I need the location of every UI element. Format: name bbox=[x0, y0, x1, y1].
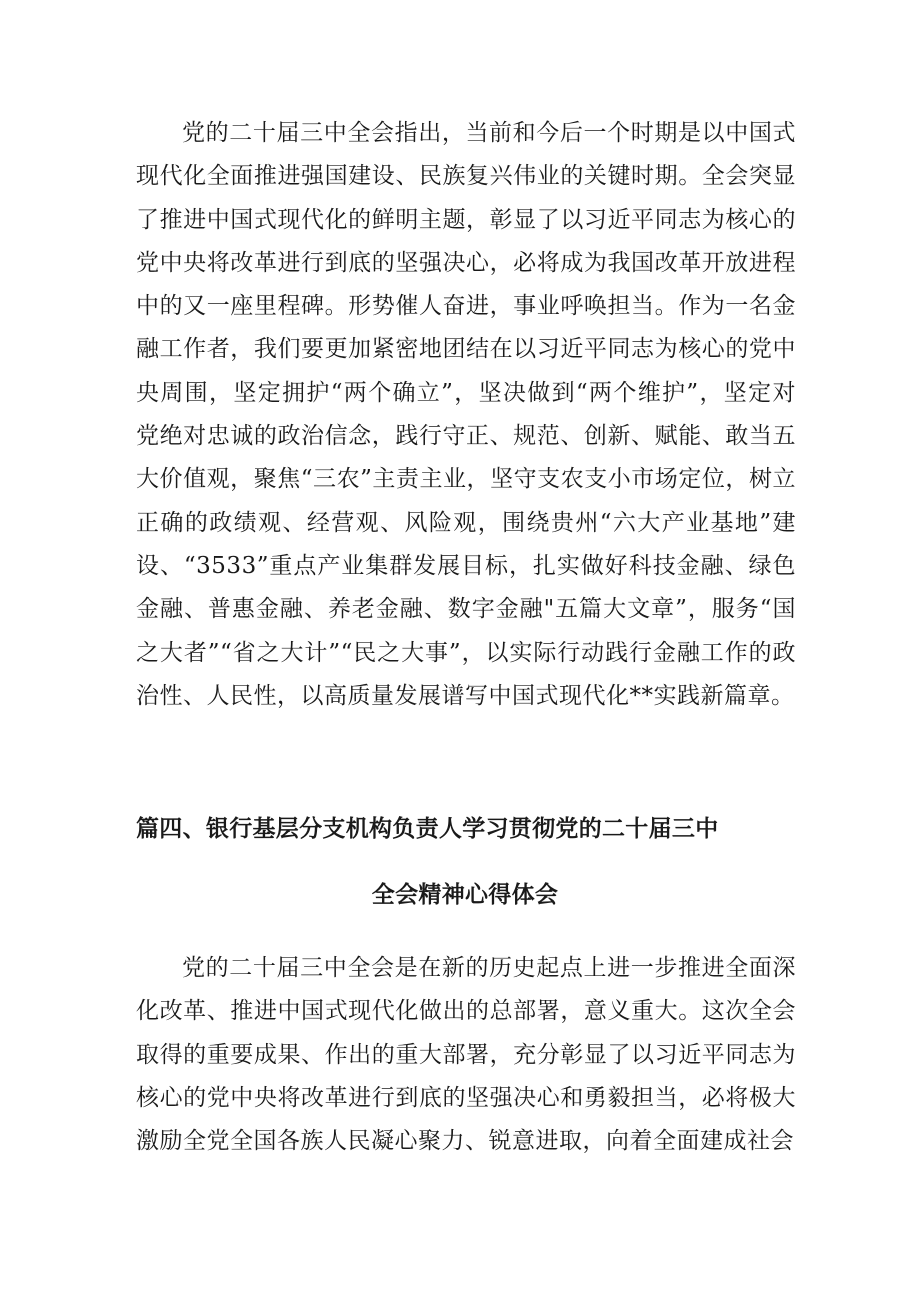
body-paragraph: 党的二十届三中全会是在新的历史起点上进一步推进全面深化改革、推进中国式现代化做出的总部署，意义重大。这次全会取得的重要成果、作出的重大部署，充分彰显了以习近平同志为核心的党中央将改革进行到底的坚强决心和勇毅担当，必将极大激励全党全国各族人民凝心聚力、锐意进取，向着全面建成社会 bbox=[136, 955, 796, 1155]
section-heading-line-2: 全会精神心得体会 bbox=[371, 882, 559, 908]
section-heading-line-1: 篇四、银行基层分支机构负责人学习贯彻党的二十届三中 bbox=[136, 816, 719, 842]
body-paragraph: 党的二十届三中全会指出，当前和今后一个时期是以中国式现代化全面推进强国建设、民族复兴伟业的关键时期。全会突显了推进中国式现代化的鲜明主题，彰显了以习近平同志为核心的党中央将改革进行到底的坚强决心，必将成为我国改革开放进程中的又一座里程碑。形势催人奋进，事业呼唤担当。作为一名金融工作者，我们要更加紧密地团结在以习近平同志为核心的党中央周围，坚定拥护“两个确立”，坚决做到“两个维护”，坚定对党绝对忠诚的政治信念，践行守正、规范、创新、赋能、敢当五大价值观，聚焦“三农”主责主业，坚守支农支小市场定位，树立正确的政绩观、经营观、风险观，围绕贵州“六大产业基地”建设、“3533”重点产业集群发展目标，扎实做好科技金融、绿色金融、普惠金融、养老金融、数字金融"五篇大文章”，服务“国之大者”“省之大计”“民之大事”，以实际行动践行金融工作的政治性、人民性，以高质量发展谱写中国式现代化**实践新篇章。 bbox=[136, 120, 796, 709]
